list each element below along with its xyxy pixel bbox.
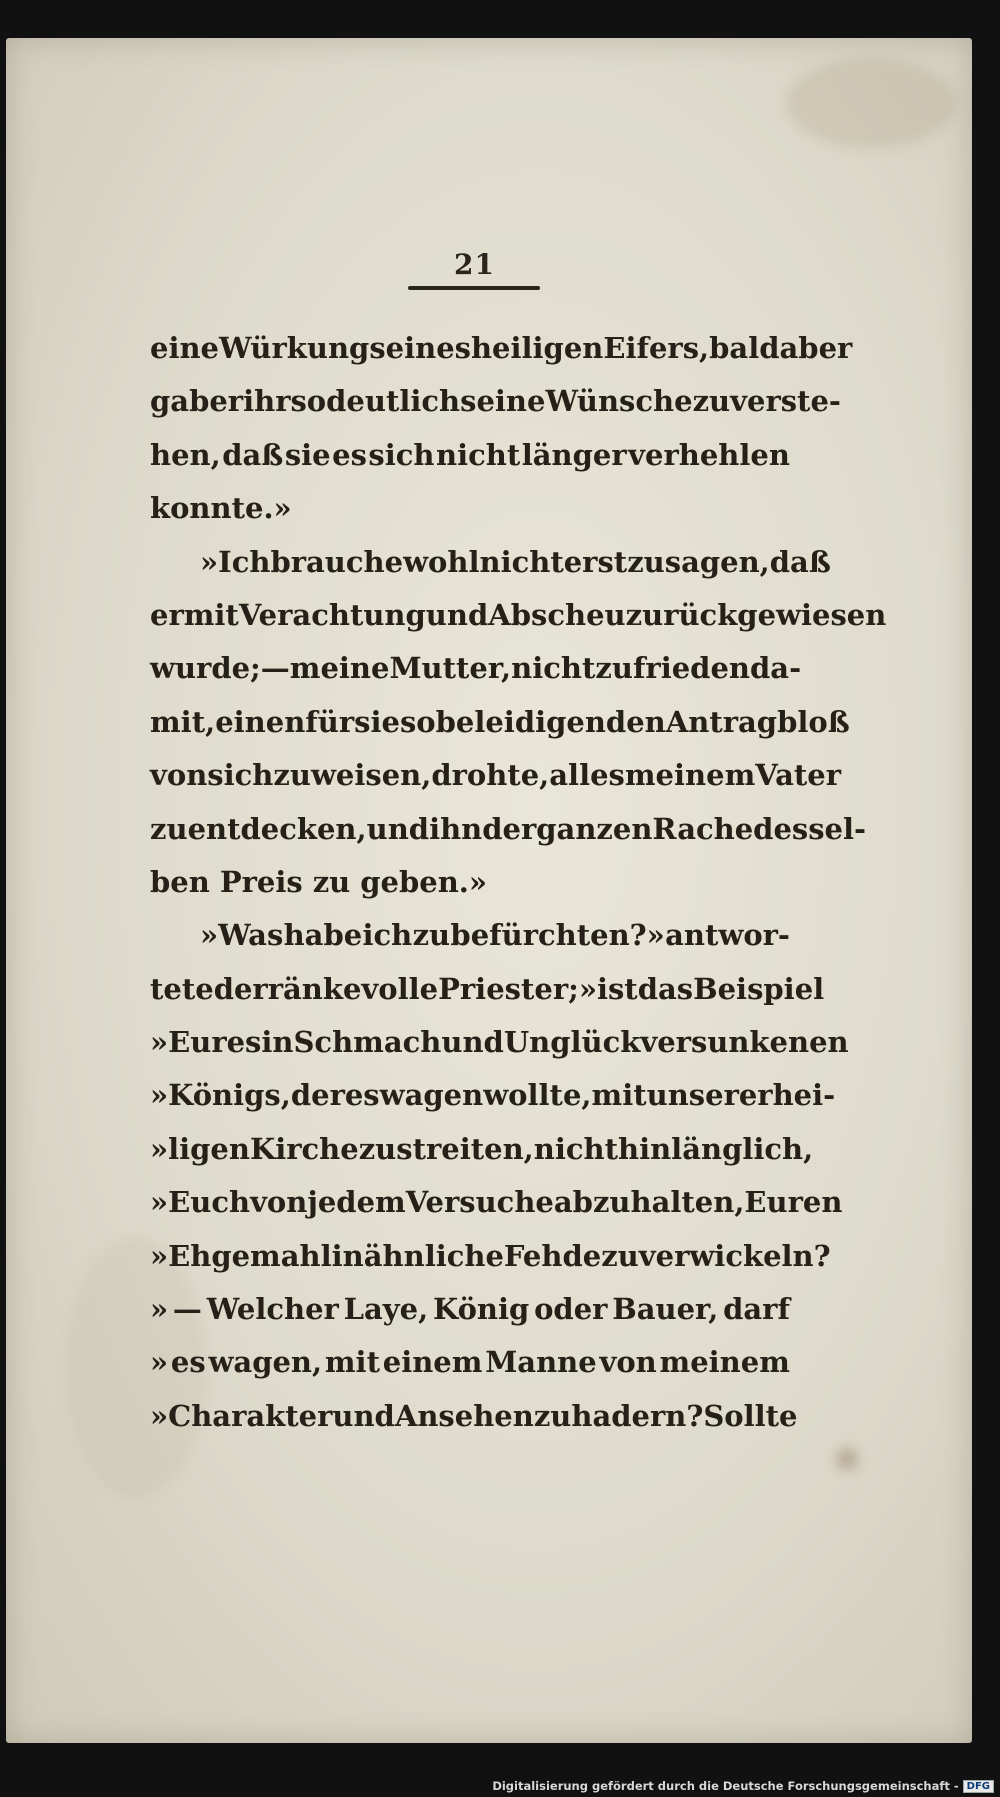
text-line: » Charakter und Ansehen zu hadern? Sollte: [150, 1398, 798, 1433]
text-line: zu entdecken, und ihn der ganzen Rache dessel-: [150, 811, 867, 846]
text-line: eine Würkung seines heiligen Eifers, bald aber: [150, 331, 853, 365]
text-line: wurde; — meine Mutter, nicht zufrieden da-: [150, 651, 802, 686]
text-line: » — Welcher Laye, König oder Bauer, darf: [150, 1292, 790, 1327]
text-line: » Euch von jedem Versuche abzuhalten, Euren: [150, 1185, 843, 1220]
text-line: » es wagen, mit einem Manne von meinem: [150, 1345, 790, 1380]
text-line: tete der ränkevolle Priester; »ist das Beispiel: [150, 971, 825, 1006]
paper-stain: [786, 58, 956, 148]
text-line: gab er ihr so deutlich seine Wünsche zu verste-: [150, 384, 841, 419]
text-line: » Eures in Schmach und Unglück versunkenen: [150, 1025, 849, 1060]
text-line: » ligen Kirche zu streiten, nicht hinlänglich,: [150, 1131, 814, 1166]
paper-stain: [836, 1448, 858, 1470]
funding-credit: Digitalisierung gefördert durch die Deutsche Forschungsgemeinschaft -: [492, 1779, 959, 1793]
text-line: hen, daß sie es sich nicht länger verhehlen: [150, 437, 790, 472]
page-body-text: [150, 322, 887, 1443]
header-rule: [408, 286, 540, 290]
text-line: » Ehgemahl in ähnliche Fehde zu verwickeln?: [150, 1238, 831, 1273]
page-number: 21: [454, 248, 495, 281]
text-line: » Königs, der es wagen wollte, mit unserer hei-: [150, 1078, 836, 1113]
text-line: konnte.»: [150, 491, 292, 526]
text-line: von sich zu weisen, drohte, alles meinem Vater: [150, 758, 842, 793]
text-line: »Was habe ich zu befürchten?» antwor-: [200, 918, 790, 953]
dfg-logo: DFG: [963, 1780, 994, 1793]
text-line: »Ich brauche wohl nicht erst zu sagen, daß: [200, 544, 831, 579]
text-line: er mit Verachtung und Abscheu zurückgewiesen: [150, 597, 887, 632]
text-line: mit, einen für sie so beleidigenden Antrag bloß: [150, 704, 850, 739]
digitization-footer: [492, 1779, 994, 1793]
text-line: ben Preis zu geben.»: [150, 864, 488, 899]
